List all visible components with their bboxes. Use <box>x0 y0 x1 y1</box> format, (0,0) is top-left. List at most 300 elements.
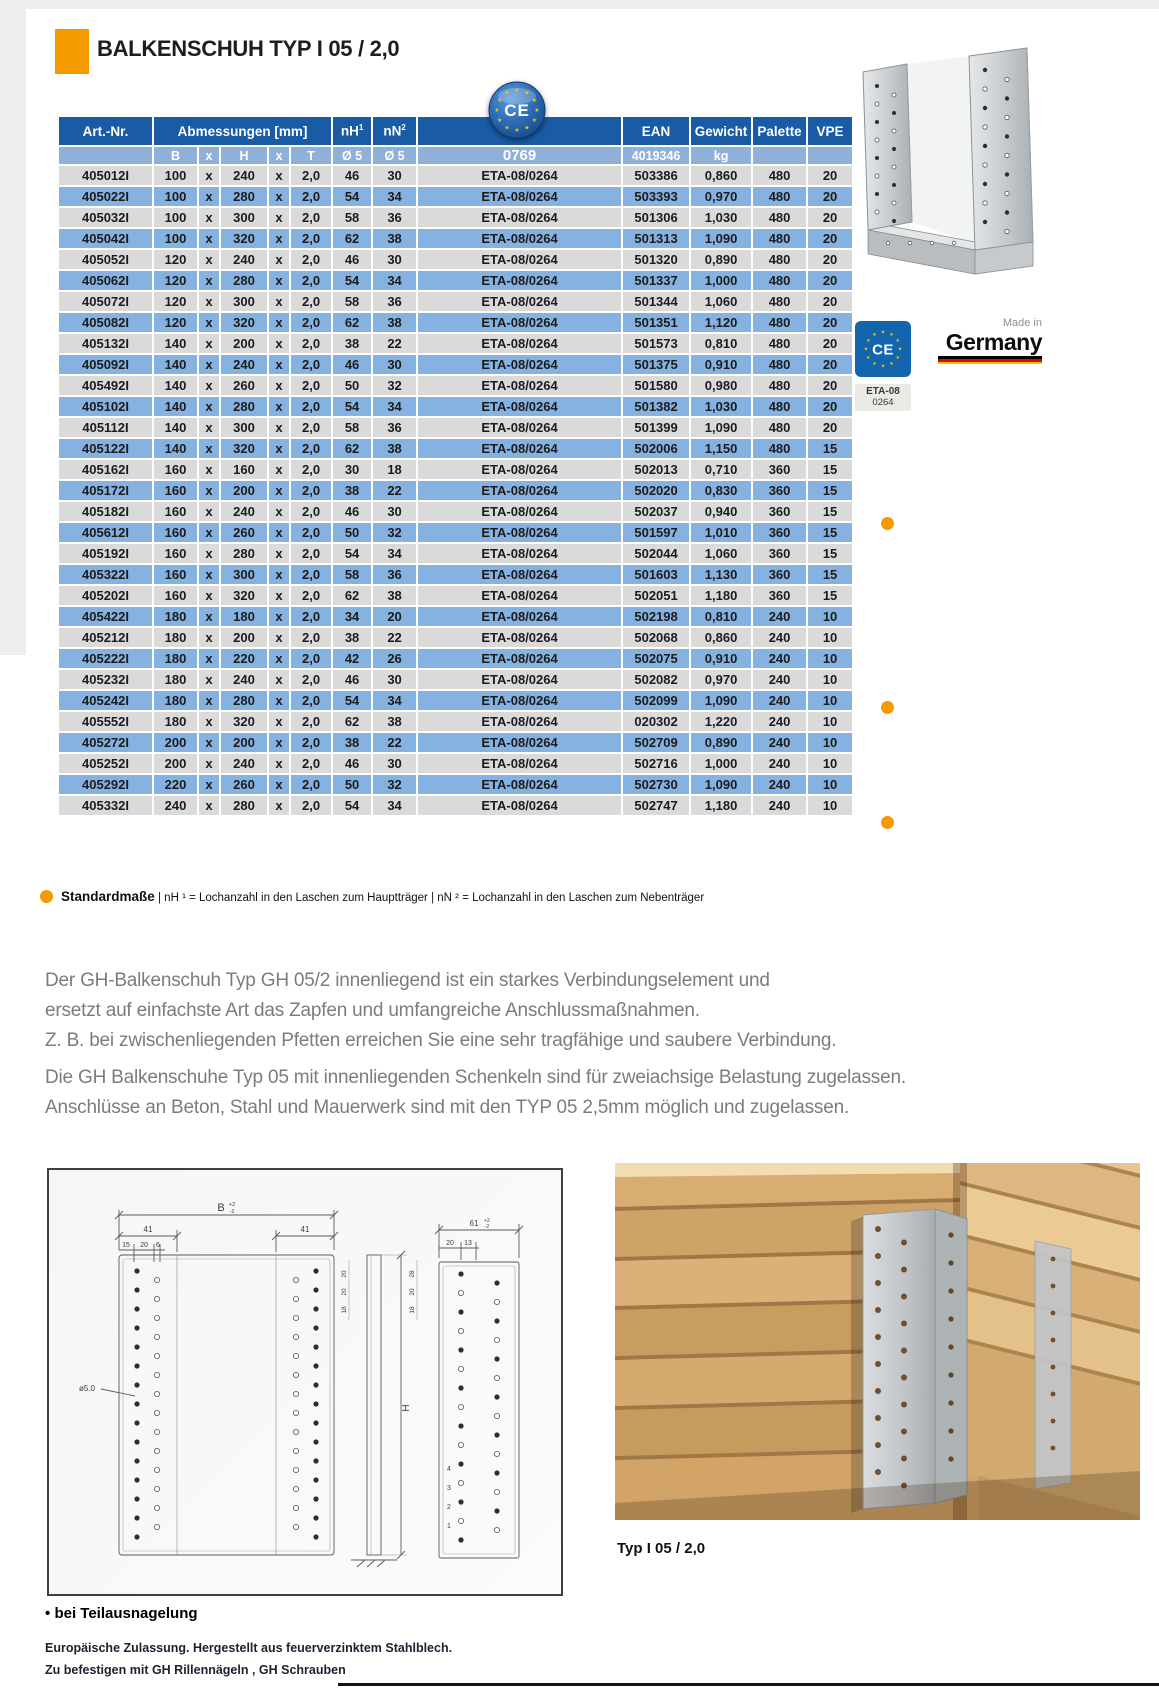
cell-ean: 502198 <box>622 606 690 627</box>
cell-t: 2,0 <box>290 228 332 249</box>
cell-nn: 34 <box>372 795 417 816</box>
cell-b: 160 <box>153 543 198 564</box>
technical-drawing <box>49 1170 561 1594</box>
cell-eta: ETA-08/0264 <box>417 795 622 816</box>
footnote-label: Standardmaße <box>61 889 155 904</box>
product-table-body <box>58 165 853 816</box>
cell-t: 2,0 <box>290 270 332 291</box>
side-dot-2 <box>881 701 894 714</box>
cell-ean: 502068 <box>622 627 690 648</box>
cell-sep: x <box>198 795 220 816</box>
svg-text:★: ★ <box>880 329 886 336</box>
table-row <box>58 333 853 354</box>
cell-sep: x <box>268 627 290 648</box>
cell-ean: 501344 <box>622 291 690 312</box>
cell-t: 2,0 <box>290 501 332 522</box>
cell-t: 2,0 <box>290 711 332 732</box>
svg-text:★: ★ <box>895 355 900 361</box>
cell-h: 200 <box>220 480 268 501</box>
cell-eta: ETA-08/0264 <box>417 186 622 207</box>
cell-b: 140 <box>153 375 198 396</box>
cell-nn: 38 <box>372 228 417 249</box>
cell-eta: ETA-08/0264 <box>417 165 622 186</box>
cell-ean: 502044 <box>622 543 690 564</box>
table-row <box>58 186 853 207</box>
cell-sep: x <box>198 438 220 459</box>
cell-nh: 54 <box>332 270 372 291</box>
cell-eta: ETA-08/0264 <box>417 396 622 417</box>
cell-nn: 30 <box>372 354 417 375</box>
cell-vpe: 20 <box>807 207 853 228</box>
cell-b: 100 <box>153 207 198 228</box>
cell-h: 260 <box>220 522 268 543</box>
cell-sep: x <box>198 648 220 669</box>
cell-h: 280 <box>220 795 268 816</box>
cell-b: 140 <box>153 333 198 354</box>
cell-palette: 480 <box>752 396 807 417</box>
cell-gewicht: 1,010 <box>690 522 752 543</box>
cell-t: 2,0 <box>290 564 332 585</box>
cell-sep: x <box>268 774 290 795</box>
cell-t: 2,0 <box>290 249 332 270</box>
teilausnagelung-note <box>45 1605 198 1622</box>
cell-ean: 501313 <box>622 228 690 249</box>
cell-palette: 480 <box>752 333 807 354</box>
cell-palette: 480 <box>752 291 807 312</box>
table-header-row-1 <box>58 116 853 146</box>
cell-art-nr: 405182I <box>58 501 153 522</box>
cell-t: 2,0 <box>290 753 332 774</box>
cell-b: 120 <box>153 312 198 333</box>
svg-text:★: ★ <box>872 331 877 338</box>
cell-sep: x <box>268 585 290 606</box>
cell-art-nr: 405092I <box>58 354 153 375</box>
cell-vpe: 10 <box>807 627 853 648</box>
cell-b: 120 <box>153 249 198 270</box>
side-dot-3 <box>881 816 894 829</box>
cell-nh: 54 <box>332 543 372 564</box>
cell-palette: 480 <box>752 438 807 459</box>
cell-h: 300 <box>220 291 268 312</box>
cell-art-nr: 405292I <box>58 774 153 795</box>
cell-sep: x <box>268 396 290 417</box>
cell-nn: 30 <box>372 669 417 690</box>
cell-gewicht: 0,860 <box>690 165 752 186</box>
cell-sep: x <box>268 543 290 564</box>
cell-vpe: 10 <box>807 774 853 795</box>
left-edge-strip <box>0 9 26 655</box>
cell-h: 280 <box>220 270 268 291</box>
svg-text:★: ★ <box>895 338 900 344</box>
table-row <box>58 354 853 375</box>
ce-round-badge <box>486 79 548 146</box>
cell-ean: 502051 <box>622 585 690 606</box>
cell-nn: 22 <box>372 480 417 501</box>
cell-sep: x <box>268 732 290 753</box>
cell-nh: 38 <box>332 480 372 501</box>
cell-vpe: 20 <box>807 186 853 207</box>
cell-sep: x <box>198 459 220 480</box>
cell-art-nr: 405022I <box>58 186 153 207</box>
cell-eta: ETA-08/0264 <box>417 207 622 228</box>
svg-text:★: ★ <box>897 346 903 353</box>
cell-eta: ETA-08/0264 <box>417 585 622 606</box>
svg-text:★: ★ <box>866 338 871 344</box>
cell-sep: x <box>198 165 220 186</box>
cell-sep: x <box>268 207 290 228</box>
cell-vpe: 10 <box>807 753 853 774</box>
cell-ean: 501580 <box>622 375 690 396</box>
cell-sep: x <box>198 627 220 648</box>
cell-eta: ETA-08/0264 <box>417 375 622 396</box>
cell-gewicht: 1,060 <box>690 291 752 312</box>
cell-h: 180 <box>220 606 268 627</box>
dim-61-tol-plus: +2 <box>484 1218 490 1224</box>
dim-61: 61 <box>469 1219 479 1228</box>
cell-palette: 480 <box>752 207 807 228</box>
cell-sep: x <box>198 312 220 333</box>
table-row <box>58 396 853 417</box>
cell-sep: x <box>198 690 220 711</box>
cell-nh: 38 <box>332 627 372 648</box>
cell-nn: 30 <box>372 501 417 522</box>
cell-eta: ETA-08/0264 <box>417 312 622 333</box>
subcol-t: T <box>290 146 332 165</box>
hole-number-3: 3 <box>447 1485 451 1492</box>
cell-sep: x <box>268 522 290 543</box>
dim-61-tol-minus: -2 <box>484 1224 490 1230</box>
cell-vpe: 20 <box>807 270 853 291</box>
cell-b: 100 <box>153 228 198 249</box>
cell-sep: x <box>198 669 220 690</box>
cell-nh: 54 <box>332 396 372 417</box>
svg-text:★: ★ <box>872 361 877 368</box>
cell-b: 160 <box>153 522 198 543</box>
cell-gewicht: 0,940 <box>690 501 752 522</box>
dim-20a: 20 <box>140 1242 148 1249</box>
cell-nn: 20 <box>372 606 417 627</box>
cell-vpe: 20 <box>807 375 853 396</box>
cell-art-nr: 405252I <box>58 753 153 774</box>
cell-b: 120 <box>153 291 198 312</box>
made-in-germany <box>938 317 1042 364</box>
cell-sep: x <box>268 795 290 816</box>
cell-h: 300 <box>220 207 268 228</box>
cell-nn: 34 <box>372 270 417 291</box>
cell-sep: x <box>198 396 220 417</box>
cell-eta: ETA-08/0264 <box>417 354 622 375</box>
cell-h: 320 <box>220 438 268 459</box>
cell-nh: 50 <box>332 375 372 396</box>
cell-art-nr: 405082I <box>58 312 153 333</box>
cell-palette: 240 <box>752 606 807 627</box>
cell-vpe: 15 <box>807 564 853 585</box>
cell-gewicht: 0,890 <box>690 249 752 270</box>
cell-sep: x <box>268 291 290 312</box>
cell-nh: 54 <box>332 690 372 711</box>
cell-art-nr: 405202I <box>58 585 153 606</box>
cell-eta: ETA-08/0264 <box>417 543 622 564</box>
hole-number-2: 2 <box>447 1504 451 1511</box>
application-photo <box>615 1163 1140 1520</box>
cell-sep: x <box>198 270 220 291</box>
hole-number-1: 1 <box>447 1523 451 1530</box>
cell-h: 280 <box>220 396 268 417</box>
germany-text: Germany <box>945 329 1042 355</box>
table-row <box>58 690 853 711</box>
svg-text:★: ★ <box>863 346 869 353</box>
cell-art-nr: 405112I <box>58 417 153 438</box>
cell-t: 2,0 <box>290 312 332 333</box>
dim-15: 15 <box>122 1242 130 1249</box>
dim-6: 6 <box>156 1242 160 1249</box>
cell-palette: 360 <box>752 564 807 585</box>
cell-t: 2,0 <box>290 669 332 690</box>
cell-b: 140 <box>153 354 198 375</box>
cell-palette: 360 <box>752 480 807 501</box>
table-row <box>58 417 853 438</box>
cell-nn: 38 <box>372 312 417 333</box>
cell-vpe: 20 <box>807 333 853 354</box>
col-art-nr: Art.-Nr. <box>58 116 153 146</box>
cell-ean: 502075 <box>622 648 690 669</box>
chain2-c: 18 <box>409 1306 416 1314</box>
cell-palette: 480 <box>752 186 807 207</box>
table-row <box>58 543 853 564</box>
cell-nh: 58 <box>332 291 372 312</box>
cell-b: 160 <box>153 564 198 585</box>
cell-nh: 62 <box>332 438 372 459</box>
cell-art-nr: 405122I <box>58 438 153 459</box>
page-title: BALKENSCHUH TYP I 05 / 2,0 <box>97 36 400 61</box>
cell-palette: 360 <box>752 501 807 522</box>
cell-palette: 240 <box>752 690 807 711</box>
cell-t: 2,0 <box>290 186 332 207</box>
eta-line2: 0264 <box>872 397 894 408</box>
cell-b: 120 <box>153 270 198 291</box>
photo-caption: Typ I 05 / 2,0 <box>617 1540 706 1557</box>
side-dot-1 <box>881 517 894 530</box>
cell-art-nr: 405272I <box>58 732 153 753</box>
cell-nn: 30 <box>372 165 417 186</box>
cell-art-nr: 405332I <box>58 795 153 816</box>
cell-ean: 502747 <box>622 795 690 816</box>
table-row <box>58 207 853 228</box>
cell-t: 2,0 <box>290 291 332 312</box>
ce-badge-graphic <box>486 79 548 141</box>
cell-nn: 30 <box>372 249 417 270</box>
cell-vpe: 10 <box>807 606 853 627</box>
cell-eta: ETA-08/0264 <box>417 669 622 690</box>
cell-art-nr: 405322I <box>58 564 153 585</box>
cell-palette: 480 <box>752 375 807 396</box>
cell-h: 260 <box>220 774 268 795</box>
chain2-a: 28 <box>409 1270 416 1278</box>
table-header-row-2 <box>58 146 853 165</box>
cell-nh: 54 <box>332 186 372 207</box>
table-row <box>58 459 853 480</box>
cell-ean: 502716 <box>622 753 690 774</box>
cell-art-nr: 405132I <box>58 333 153 354</box>
cell-sep: x <box>268 270 290 291</box>
cell-h: 200 <box>220 333 268 354</box>
cell-sep: x <box>268 606 290 627</box>
cell-ean: 501603 <box>622 564 690 585</box>
cell-vpe: 10 <box>807 711 853 732</box>
cell-nn: 18 <box>372 459 417 480</box>
cell-b: 160 <box>153 585 198 606</box>
cell-t: 2,0 <box>290 690 332 711</box>
cell-eta: ETA-08/0264 <box>417 606 622 627</box>
cell-b: 200 <box>153 753 198 774</box>
cell-b: 180 <box>153 648 198 669</box>
zulassung-line: Europäische Zulassung. Hergestellt aus feuerverzinktem Stahlblech. <box>45 1641 453 1655</box>
table-row <box>58 249 853 270</box>
cell-vpe: 10 <box>807 795 853 816</box>
cell-ean: 502006 <box>622 438 690 459</box>
cell-art-nr: 405052I <box>58 249 153 270</box>
table-footnote <box>40 889 704 904</box>
dim-41-right: 41 <box>300 1225 310 1234</box>
cell-ean: 502099 <box>622 690 690 711</box>
cell-sep: x <box>268 312 290 333</box>
cell-palette: 360 <box>752 585 807 606</box>
cell-h: 240 <box>220 669 268 690</box>
cell-sep: x <box>198 186 220 207</box>
cell-vpe: 20 <box>807 312 853 333</box>
cell-h: 320 <box>220 228 268 249</box>
svg-text:★: ★ <box>504 125 510 132</box>
dim-13: 13 <box>464 1240 472 1247</box>
cell-t: 2,0 <box>290 165 332 186</box>
cell-ean: 501597 <box>622 522 690 543</box>
cell-ean: 020302 <box>622 711 690 732</box>
cell-sep: x <box>198 522 220 543</box>
cell-t: 2,0 <box>290 795 332 816</box>
cell-ean: 503393 <box>622 186 690 207</box>
cell-nh: 34 <box>332 606 372 627</box>
svg-text:★: ★ <box>531 118 537 124</box>
table-row <box>58 648 853 669</box>
cell-nn: 34 <box>372 186 417 207</box>
svg-text:★: ★ <box>494 108 500 114</box>
cell-t: 2,0 <box>290 438 332 459</box>
cell-b: 180 <box>153 606 198 627</box>
cell-b: 180 <box>153 711 198 732</box>
cell-art-nr: 405612I <box>58 522 153 543</box>
table-row <box>58 312 853 333</box>
cell-nh: 58 <box>332 564 372 585</box>
paragraph-line: Anschlüsse an Beton, Stahl und Mauerwerk sind mit den TYP 05 2,5mm möglich und zugelassen. <box>45 1097 850 1118</box>
cell-b: 180 <box>153 627 198 648</box>
cell-ean: 501399 <box>622 417 690 438</box>
svg-text:★: ★ <box>524 90 530 97</box>
cell-b: 220 <box>153 774 198 795</box>
cell-t: 2,0 <box>290 207 332 228</box>
cell-ean: 503386 <box>622 165 690 186</box>
cell-ean: 502037 <box>622 501 690 522</box>
paragraph-line: ersetzt auf einfachste Art das Zapfen und umfangreiche Anschlussmaßnahmen. <box>45 1000 700 1021</box>
cell-nn: 38 <box>372 585 417 606</box>
cell-palette: 360 <box>752 459 807 480</box>
cell-h: 320 <box>220 312 268 333</box>
cell-sep: x <box>268 438 290 459</box>
cell-palette: 480 <box>752 249 807 270</box>
cell-vpe: 20 <box>807 228 853 249</box>
table-row <box>58 501 853 522</box>
cell-t: 2,0 <box>290 774 332 795</box>
cell-h: 320 <box>220 585 268 606</box>
svg-text:★: ★ <box>497 98 503 104</box>
cell-art-nr: 405172I <box>58 480 153 501</box>
cell-b: 140 <box>153 417 198 438</box>
subcol-h: H <box>220 146 268 165</box>
dim-20b: 20 <box>446 1240 454 1247</box>
subcol-ce-number: 0769 <box>417 146 622 165</box>
cell-vpe: 20 <box>807 291 853 312</box>
cell-sep: x <box>268 165 290 186</box>
cell-b: 140 <box>153 438 198 459</box>
cell-nh: 62 <box>332 312 372 333</box>
cell-h: 240 <box>220 753 268 774</box>
cell-t: 2,0 <box>290 333 332 354</box>
table-row <box>58 606 853 627</box>
cell-ean: 502020 <box>622 480 690 501</box>
cell-art-nr: 405222I <box>58 648 153 669</box>
cell-eta: ETA-08/0264 <box>417 249 622 270</box>
cell-art-nr: 405232I <box>58 669 153 690</box>
cell-t: 2,0 <box>290 354 332 375</box>
cell-b: 100 <box>153 165 198 186</box>
cell-gewicht: 0,860 <box>690 627 752 648</box>
cell-nh: 38 <box>332 732 372 753</box>
svg-text:★: ★ <box>514 88 520 94</box>
cell-vpe: 20 <box>807 417 853 438</box>
dim-b-tol-minus: -2 <box>229 1209 235 1215</box>
cell-nh: 42 <box>332 648 372 669</box>
cell-eta: ETA-08/0264 <box>417 228 622 249</box>
cell-ean: 501351 <box>622 312 690 333</box>
cell-nh: 46 <box>332 249 372 270</box>
table-row <box>58 564 853 585</box>
subcol-empty <box>58 146 153 165</box>
note-bullet-text: bei Teilausnagelung <box>54 1605 198 1622</box>
cell-h: 160 <box>220 459 268 480</box>
hole-number-4: 4 <box>447 1466 451 1473</box>
cell-art-nr: 405212I <box>58 627 153 648</box>
chain1-b: 20 <box>341 1288 348 1296</box>
dim-b-label: B <box>217 1202 225 1214</box>
cell-t: 2,0 <box>290 648 332 669</box>
eta-line1: ETA-08 <box>866 386 900 397</box>
cell-nn: 36 <box>372 564 417 585</box>
cell-eta: ETA-08/0264 <box>417 501 622 522</box>
table-row <box>58 627 853 648</box>
cell-gewicht: 1,060 <box>690 543 752 564</box>
table-row <box>58 375 853 396</box>
cell-t: 2,0 <box>290 627 332 648</box>
cell-vpe: 15 <box>807 585 853 606</box>
cell-art-nr: 405032I <box>58 207 153 228</box>
cell-sep: x <box>268 459 290 480</box>
cell-palette: 240 <box>752 669 807 690</box>
cell-sep: x <box>198 480 220 501</box>
cell-b: 140 <box>153 396 198 417</box>
cell-eta: ETA-08/0264 <box>417 459 622 480</box>
cell-eta: ETA-08/0264 <box>417 333 622 354</box>
cell-sep: x <box>268 249 290 270</box>
cell-h: 200 <box>220 732 268 753</box>
